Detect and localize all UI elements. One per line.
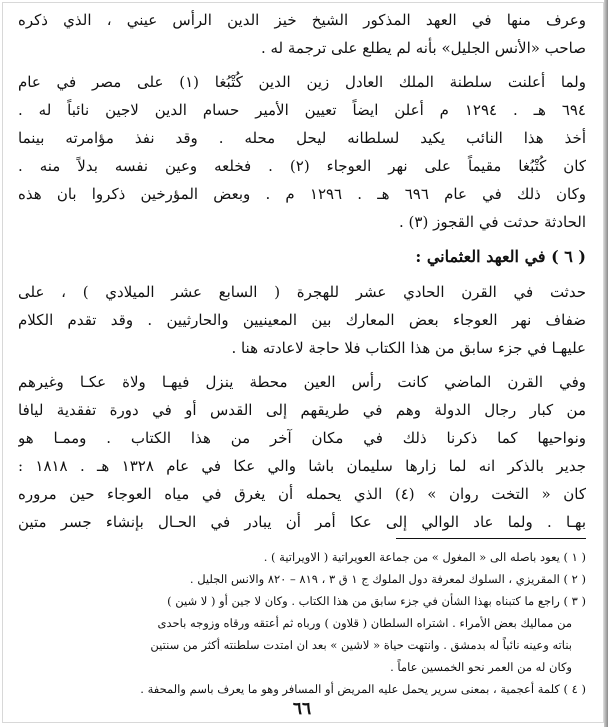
text-line: الحادثة حدثت في القجوز (٣) .: [399, 213, 586, 231]
text-line: كان كُتْبُغا مقيماً على نهر العوجاء (٢) . فخلعه وعين نفسه بدلاً منه .: [18, 157, 586, 175]
footnote: ( ١ ) يعود باصله الى « المغول » من جماعة العويراتية ( الاويراتية ) .: [263, 550, 586, 564]
footnote-continuation: من مماليك بعض الأمراء . اشتراه السلطان ( قلاون ) ورباه ثم أعتقه ورقاه وزوجه باحدى: [157, 616, 572, 630]
paragraph-2: [18, 68, 586, 236]
text-line: وفي القرن الماضي كانت رأس العين محطة ينزل فيهـا ولاة عكـا وغيرهم: [18, 373, 586, 391]
scan-edge: [604, 0, 608, 727]
text-line: وكان ذلك في عام ٦٩٦ هـ . ١٢٩٦ م . وبعض المؤرخين ذكروا بان هذه: [18, 185, 586, 203]
footnote: ( ٤ ) كلمة أعجمية ، بمعنى سرير يحمل عليه المريض أو المسافر وهو ما يعرف باسم والمحفة .: [140, 682, 586, 696]
footnote-continuation: بناته وعينه نائباً له بدمشق . وانتهت حياة « لاشين » بعد ان امتدت سلطنته أكثر من سنتين: [150, 638, 572, 652]
footnote-continuation: وكان له من العمر نحو الخمسين عاماً .: [390, 660, 572, 674]
text-line: جدير بالذكر انه لما زارها سليمان باشا والي عكا في عام ١٣٢٨ هـ . ١٨١٨ :: [18, 457, 586, 475]
paragraph-4: [18, 368, 586, 536]
footnote: ( ٣ ) راجع ما كتبناه بهذا الشأن في جزء سابق من هذا الكتاب . وكان لا جين أو ( لا شين ): [167, 594, 586, 608]
text-line: بهـا . ولما عاد الوالي إلى عكا أمر أن يبادر في الحـال بإنشاء جسر متين: [18, 513, 586, 531]
text-line: أخذ هذا النائب يكيد لسلطانه ليحل محله . وقد نفذ مؤامرته بينما: [18, 129, 586, 147]
text-line: كان « التخت روان » (٤) الذي يحمله أن يغرق في مياه العوجاء حين مروره: [18, 485, 586, 503]
paragraph-3: [18, 278, 586, 362]
document-page: [18, 6, 586, 721]
page-number: ٦٦: [292, 699, 312, 719]
text-line: حدثت في القرن الحادي عشر للهجرة ( السابع عشر الميلادي ) ، على: [18, 283, 586, 301]
paragraph-1: [18, 6, 586, 62]
section-heading: ( ٦ ) في العهد العثماني :: [415, 247, 586, 266]
text-line: وعرف منها في العهد المذكور الشيخ خيز الدين الرأس عيني ، الذي ذكره: [18, 11, 586, 29]
text-line: من كبار رجال الدولة وهم في طريقهم إلى القدس أو في دورة تفقدية ليافا: [18, 401, 586, 419]
footnotes: [18, 546, 586, 700]
text-line: ولما أعلنت سلطنة الملك العادل زين الدين كُتْبُغا (١) على مصر في عام: [18, 73, 586, 91]
text-line: عليهـا في جزء سابق من هذا الكتاب فلا حاجة لاعادته هنا .: [231, 339, 586, 357]
text-line: ضفاف نهر العوجاء بعض المعارك بين المعينيين والحارثيين . وقد تقدم الكلام: [18, 311, 586, 329]
footnote: ( ٢ ) المقريزي ، السلوك لمعرفة دول الملوك ج ١ ق ٣ ، ٨١٩ – ٨٢٠ والانس الجليل .: [189, 572, 586, 586]
text-line: صاحب «الأنس الجليل» بأنه لم يطلع على ترجمة له .: [260, 39, 586, 57]
text-line: ٦٩٤ هـ . ١٢٩٤ م أعلن ايضاً تعيين الأمير حسام الدين لاجين نائباً له .: [18, 101, 586, 119]
text-line: ونواحيها كما ذكرنا ذلك في مكان آخر من هذا الكتاب . وممـا هو: [18, 429, 586, 447]
footnote-separator: [396, 538, 586, 539]
